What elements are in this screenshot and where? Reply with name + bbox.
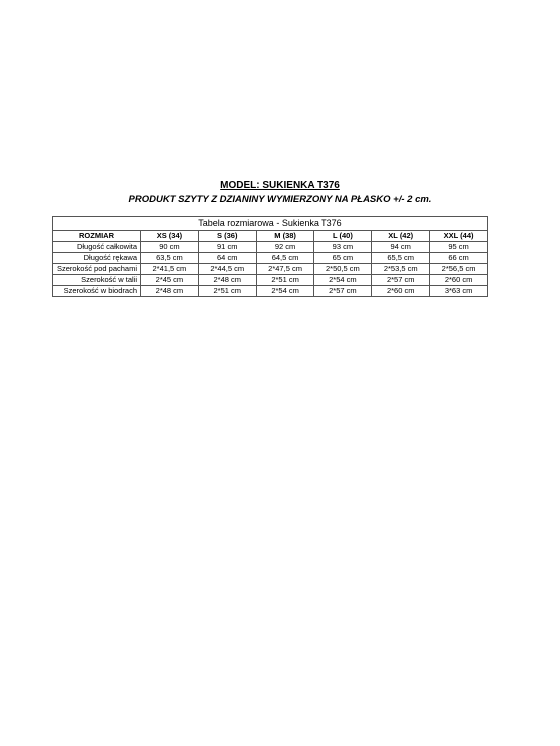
row-label: Szerokość w biodrach [53,286,141,297]
column-header: S (36) [198,231,256,242]
table-cell: 3*63 cm [430,286,488,297]
table-cell: 2*53,5 cm [372,264,430,275]
table-cell: 2*56,5 cm [430,264,488,275]
size-table-container [52,216,488,297]
size-table [52,216,488,297]
table-row [53,275,488,286]
table-cell: 2*50,5 cm [314,264,372,275]
row-label: Długość rękawa [53,253,141,264]
table-header-row [53,231,488,242]
column-header: XXL (44) [430,231,488,242]
column-header: M (38) [256,231,314,242]
column-header-size: ROZMIAR [53,231,141,242]
table-cell: 65 cm [314,253,372,264]
table-cell: 2*48 cm [141,286,199,297]
table-cell: 93 cm [314,242,372,253]
table-body [53,242,488,297]
table-cell: 2*57 cm [372,275,430,286]
table-cell: 2*51 cm [256,275,314,286]
table-cell: 92 cm [256,242,314,253]
table-cell: 2*60 cm [372,286,430,297]
document-title: MODEL: SUKIENKA T376 [220,180,340,191]
table-row [53,286,488,297]
table-cell: 2*54 cm [256,286,314,297]
table-cell: 2*47,5 cm [256,264,314,275]
table-cell: 66 cm [430,253,488,264]
table-cell: 94 cm [372,242,430,253]
table-cell: 2*44,5 cm [198,264,256,275]
column-header: L (40) [314,231,372,242]
table-cell: 2*54 cm [314,275,372,286]
table-cell: 63,5 cm [141,253,199,264]
table-cell: 65,5 cm [372,253,430,264]
table-cell: 64,5 cm [256,253,314,264]
table-cell: 95 cm [430,242,488,253]
document-subtitle: PRODUKT SZYTY Z DZIANINY WYMIERZONY NA PŁASKO +/- 2 cm. [128,194,432,205]
row-label: Szerokość w talii [53,275,141,286]
table-cell: 2*48 cm [198,275,256,286]
table-row [53,264,488,275]
table-cell: 2*41,5 cm [141,264,199,275]
table-cell: 91 cm [198,242,256,253]
table-cell: 90 cm [141,242,199,253]
table-cell: 2*45 cm [141,275,199,286]
table-cell: 64 cm [198,253,256,264]
table-row [53,242,488,253]
table-cell: 2*51 cm [198,286,256,297]
table-cell: 2*60 cm [430,275,488,286]
column-header: XL (42) [372,231,430,242]
table-caption: Tabela rozmiarowa - Sukienka T376 [53,217,488,231]
row-label: Długość całkowita [53,242,141,253]
column-header: XS (34) [141,231,199,242]
table-caption-row [53,217,488,231]
row-label: Szerokość pod pachami [53,264,141,275]
table-row [53,253,488,264]
table-cell: 2*57 cm [314,286,372,297]
